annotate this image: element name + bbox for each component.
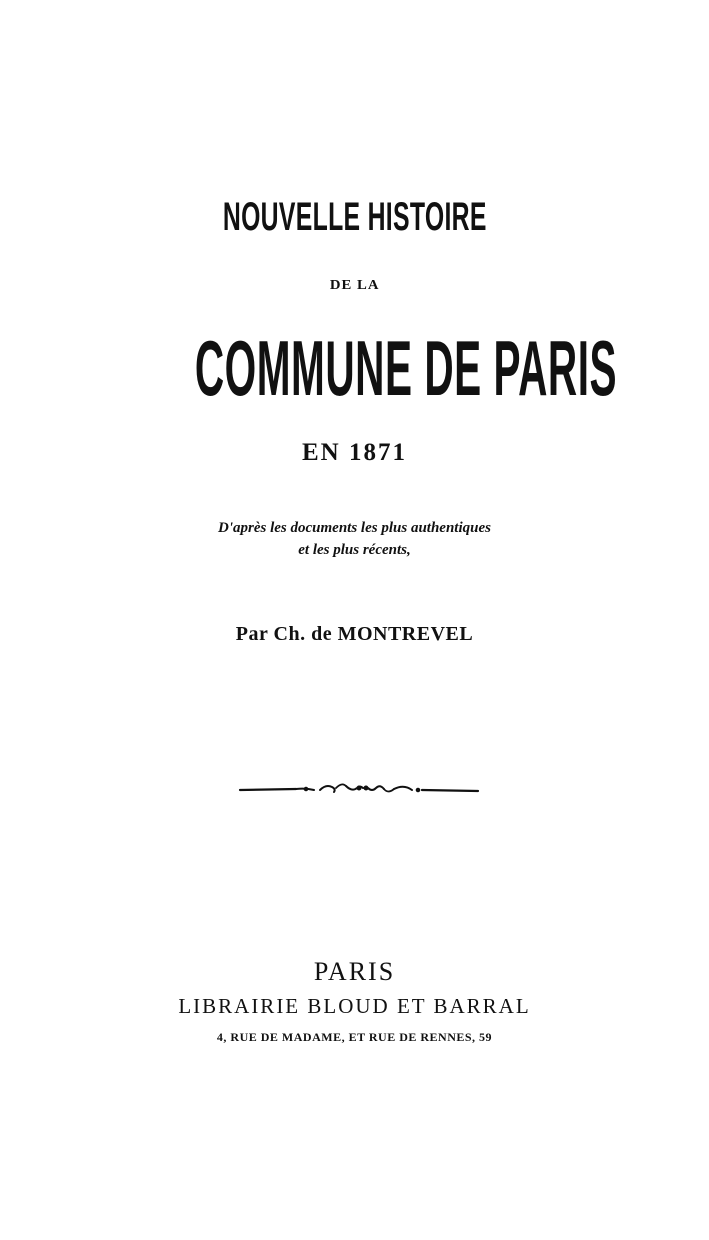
imprint-address: 4, RUE DE MADAME, ET RUE DE RENNES, 59	[216, 1030, 493, 1044]
title-line-1-text: NOUVELLE HISTOIRE	[222, 195, 487, 239]
title-line-4	[0, 438, 709, 468]
title-line-3-text: COMMUNE DE PARIS	[194, 324, 618, 412]
title-line-4-text: EN 1871	[302, 439, 407, 466]
title-line-3	[0, 324, 709, 412]
subtitle-line-2: et les plus récents,	[298, 542, 411, 558]
title-line-1	[0, 194, 709, 240]
title-line-2	[0, 276, 709, 296]
imprint-publisher: LIBRAIRIE BLOUD ET BARRAL	[178, 994, 531, 1018]
ornamental-rule-icon	[236, 776, 482, 802]
imprint-city: PARIS	[313, 957, 396, 986]
subtitle-line-1: D'après les documents les plus authentiques	[218, 520, 491, 536]
author-line: Par Ch. de MONTREVEL	[235, 623, 474, 645]
title-line-2-text: DE LA	[329, 278, 380, 293]
